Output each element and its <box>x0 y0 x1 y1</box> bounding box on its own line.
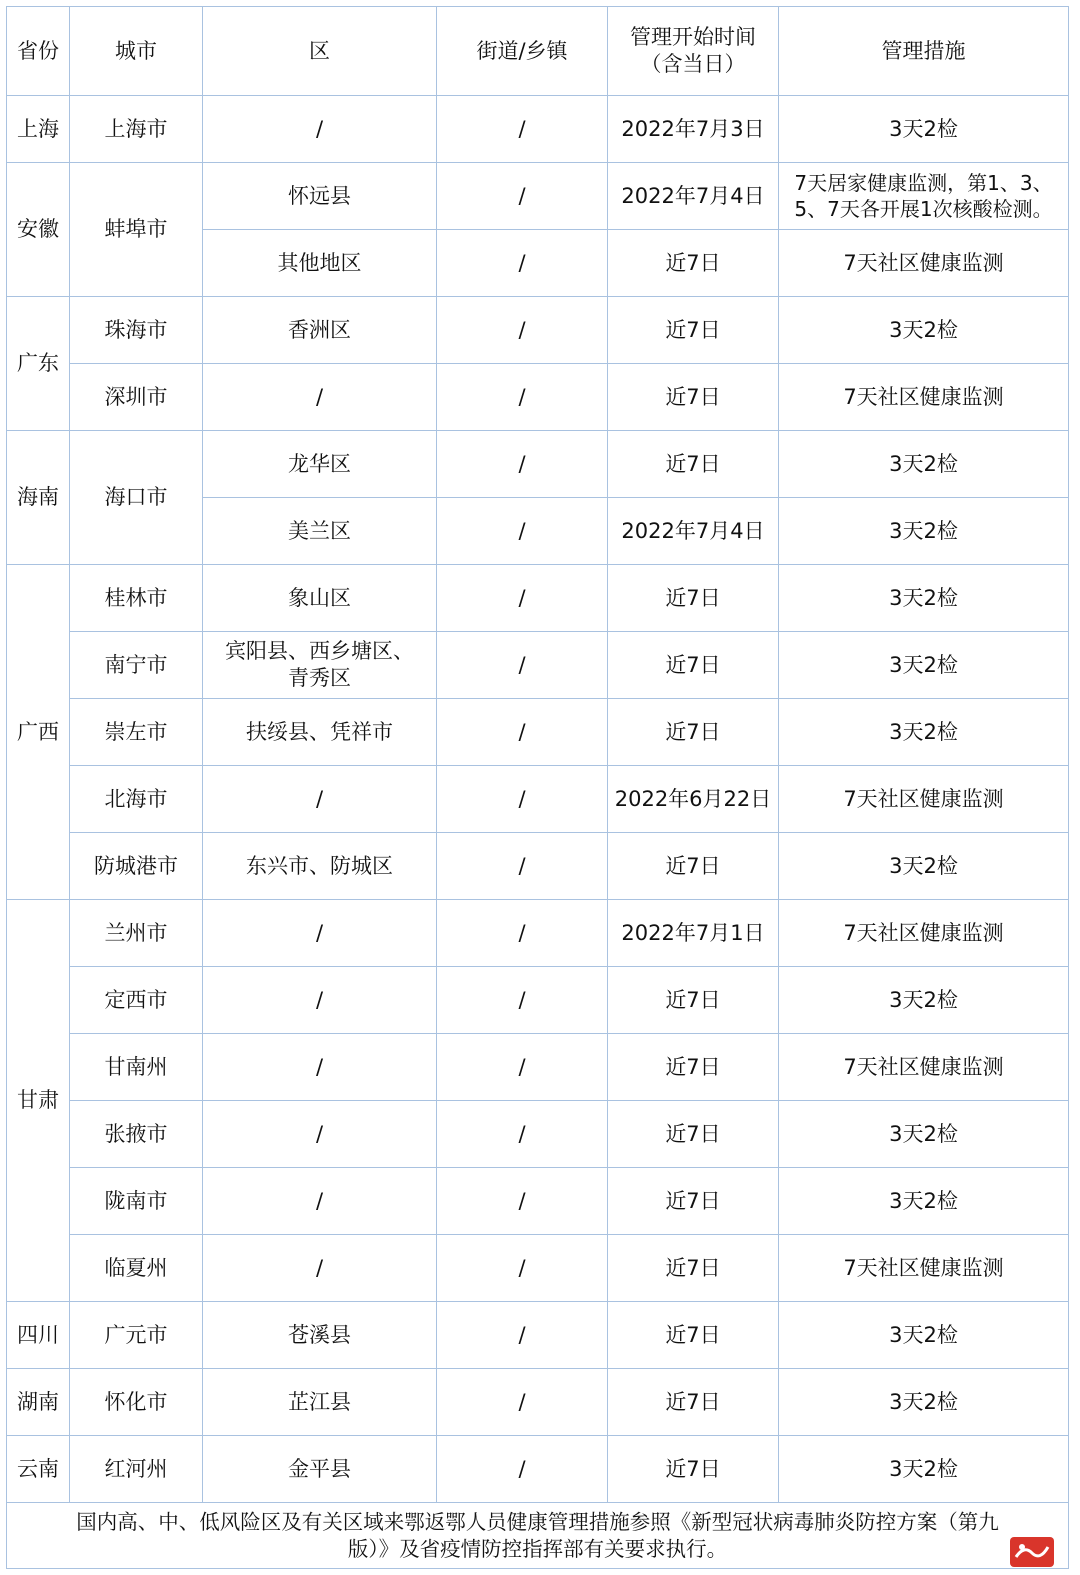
start-time-cell: 近7日 <box>608 1101 779 1168</box>
province-cell: 云南 <box>7 1436 70 1503</box>
street-cell: / <box>437 1369 608 1436</box>
footer-line2: 版）》及省疫情防控指挥部有关要求执行。 <box>347 1536 728 1561</box>
district-cell: / <box>203 900 437 967</box>
measure-cell: 3天2检 <box>779 967 1069 1034</box>
start-time-cell: 近7日 <box>608 1168 779 1235</box>
table-row <box>7 967 1069 1034</box>
header-start-time-line1: 管理开始时间 <box>630 25 756 49</box>
red-logo-stamp-icon <box>1008 1535 1056 1569</box>
district-cell: / <box>203 1235 437 1302</box>
city-cell: 甘南州 <box>70 1034 203 1101</box>
table-row <box>7 297 1069 364</box>
start-time-cell: 2022年7月4日 <box>608 498 779 565</box>
district-cell: / <box>203 1168 437 1235</box>
measure-cell: 7天社区健康监测 <box>779 230 1069 297</box>
district-cell: 芷江县 <box>203 1369 437 1436</box>
district-cell: 龙华区 <box>203 431 437 498</box>
district-line1: 宾阳县、西乡塘区、 <box>225 639 414 663</box>
district-cell: 其他地区 <box>203 230 437 297</box>
measure-cell: 3天2检 <box>779 833 1069 900</box>
district-cell: / <box>203 96 437 163</box>
start-time-cell: 近7日 <box>608 1034 779 1101</box>
measure-cell: 3天2检 <box>779 1369 1069 1436</box>
district-cell: 香洲区 <box>203 297 437 364</box>
header-row <box>7 7 1069 96</box>
street-cell: / <box>437 1302 608 1369</box>
table-row <box>7 96 1069 163</box>
street-cell: / <box>437 297 608 364</box>
start-time-cell: 近7日 <box>608 1302 779 1369</box>
province-cell: 湖南 <box>7 1369 70 1436</box>
district-cell: 美兰区 <box>203 498 437 565</box>
measure-cell <box>779 163 1069 230</box>
start-time-cell: 近7日 <box>608 297 779 364</box>
street-cell: / <box>437 699 608 766</box>
measure-cell: 3天2检 <box>779 632 1069 699</box>
street-cell: / <box>437 967 608 1034</box>
city-cell: 海口市 <box>70 431 203 565</box>
table-row <box>7 1369 1069 1436</box>
measure-line2: 5、7天各开展1次核酸检测。 <box>794 197 1053 221</box>
measure-cell: 3天2检 <box>779 498 1069 565</box>
street-cell: / <box>437 96 608 163</box>
city-cell: 兰州市 <box>70 900 203 967</box>
street-cell: / <box>437 1436 608 1503</box>
district-cell: 象山区 <box>203 565 437 632</box>
table-row <box>7 833 1069 900</box>
table-row <box>7 632 1069 699</box>
footer-row <box>7 1503 1069 1569</box>
city-cell: 红河州 <box>70 1436 203 1503</box>
district-cell: 金平县 <box>203 1436 437 1503</box>
table-row <box>7 900 1069 967</box>
province-cell: 广东 <box>7 297 70 431</box>
province-cell: 安徽 <box>7 163 70 297</box>
district-cell: / <box>203 364 437 431</box>
measure-cell: 3天2检 <box>779 1101 1069 1168</box>
city-cell: 防城港市 <box>70 833 203 900</box>
header-district: 区 <box>203 7 437 96</box>
street-cell: / <box>437 1168 608 1235</box>
city-cell: 怀化市 <box>70 1369 203 1436</box>
start-time-cell: 近7日 <box>608 699 779 766</box>
district-line2: 青秀区 <box>288 666 351 690</box>
table-row <box>7 565 1069 632</box>
city-cell: 广元市 <box>70 1302 203 1369</box>
start-time-cell: 2022年6月22日 <box>608 766 779 833</box>
measure-cell: 3天2检 <box>779 699 1069 766</box>
table-row <box>7 1302 1069 1369</box>
district-cell: / <box>203 1101 437 1168</box>
header-city: 城市 <box>70 7 203 96</box>
city-cell: 张掖市 <box>70 1101 203 1168</box>
district-cell: / <box>203 1034 437 1101</box>
province-cell: 上海 <box>7 96 70 163</box>
footer-line1: 国内高、中、低风险区及有关区域来鄂返鄂人员健康管理措施参照《新型冠状病毒肺炎防控方案（第九 <box>76 1509 999 1534</box>
street-cell: / <box>437 766 608 833</box>
street-cell: / <box>437 431 608 498</box>
district-cell <box>203 632 437 699</box>
start-time-cell: 近7日 <box>608 230 779 297</box>
measure-cell: 7天社区健康监测 <box>779 1034 1069 1101</box>
street-cell: / <box>437 163 608 230</box>
measure-cell: 7天社区健康监测 <box>779 364 1069 431</box>
table-row <box>7 699 1069 766</box>
measure-cell: 3天2检 <box>779 1168 1069 1235</box>
city-cell: 蚌埠市 <box>70 163 203 297</box>
city-cell: 临夏州 <box>70 1235 203 1302</box>
street-cell: / <box>437 632 608 699</box>
district-cell: / <box>203 766 437 833</box>
district-cell: 苍溪县 <box>203 1302 437 1369</box>
city-cell: 上海市 <box>70 96 203 163</box>
header-start-time <box>608 7 779 96</box>
header-measures: 管理措施 <box>779 7 1069 96</box>
measure-cell: 3天2检 <box>779 96 1069 163</box>
table-row <box>7 364 1069 431</box>
city-cell: 北海市 <box>70 766 203 833</box>
province-cell: 广西 <box>7 565 70 900</box>
start-time-cell: 近7日 <box>608 565 779 632</box>
start-time-cell: 2022年7月3日 <box>608 96 779 163</box>
table-row <box>7 163 1069 230</box>
measure-cell: 3天2检 <box>779 1436 1069 1503</box>
start-time-cell: 近7日 <box>608 632 779 699</box>
street-cell: / <box>437 230 608 297</box>
city-cell: 珠海市 <box>70 297 203 364</box>
start-time-cell: 近7日 <box>608 967 779 1034</box>
street-cell: / <box>437 1034 608 1101</box>
table-row <box>7 1101 1069 1168</box>
measure-cell: 7天社区健康监测 <box>779 766 1069 833</box>
measure-cell: 7天社区健康监测 <box>779 900 1069 967</box>
header-start-time-line2: （含当日） <box>640 52 746 76</box>
start-time-cell: 2022年7月4日 <box>608 163 779 230</box>
footer-note <box>7 1503 1069 1569</box>
city-cell: 崇左市 <box>70 699 203 766</box>
measure-cell: 7天社区健康监测 <box>779 1235 1069 1302</box>
table-row <box>7 1235 1069 1302</box>
street-cell: / <box>437 364 608 431</box>
street-cell: / <box>437 900 608 967</box>
city-cell: 桂林市 <box>70 565 203 632</box>
table-row <box>7 1168 1069 1235</box>
table-row <box>7 766 1069 833</box>
province-cell: 甘肃 <box>7 900 70 1302</box>
start-time-cell: 近7日 <box>608 1436 779 1503</box>
start-time-cell: 近7日 <box>608 364 779 431</box>
start-time-cell: 2022年7月1日 <box>608 900 779 967</box>
start-time-cell: 近7日 <box>608 1235 779 1302</box>
street-cell: / <box>437 1101 608 1168</box>
measure-cell: 3天2检 <box>779 565 1069 632</box>
city-cell: 定西市 <box>70 967 203 1034</box>
measure-line1: 7天居家健康监测，第1、3、 <box>794 171 1053 195</box>
start-time-cell: 近7日 <box>608 833 779 900</box>
street-cell: / <box>437 833 608 900</box>
district-cell: / <box>203 967 437 1034</box>
start-time-cell: 近7日 <box>608 1369 779 1436</box>
province-cell: 四川 <box>7 1302 70 1369</box>
table-row <box>7 1034 1069 1101</box>
street-cell: / <box>437 498 608 565</box>
health-measures-table <box>6 6 1069 1569</box>
city-cell: 南宁市 <box>70 632 203 699</box>
city-cell: 陇南市 <box>70 1168 203 1235</box>
street-cell: / <box>437 565 608 632</box>
street-cell: / <box>437 1235 608 1302</box>
district-cell: 东兴市、防城区 <box>203 833 437 900</box>
table-row <box>7 1436 1069 1503</box>
district-cell: 怀远县 <box>203 163 437 230</box>
measure-cell: 3天2检 <box>779 1302 1069 1369</box>
header-street: 街道/乡镇 <box>437 7 608 96</box>
city-cell: 深圳市 <box>70 364 203 431</box>
measure-cell: 3天2检 <box>779 297 1069 364</box>
district-cell: 扶绥县、凭祥市 <box>203 699 437 766</box>
header-province: 省份 <box>7 7 70 96</box>
measure-cell: 3天2检 <box>779 431 1069 498</box>
table-row <box>7 431 1069 498</box>
start-time-cell: 近7日 <box>608 431 779 498</box>
province-cell: 海南 <box>7 431 70 565</box>
